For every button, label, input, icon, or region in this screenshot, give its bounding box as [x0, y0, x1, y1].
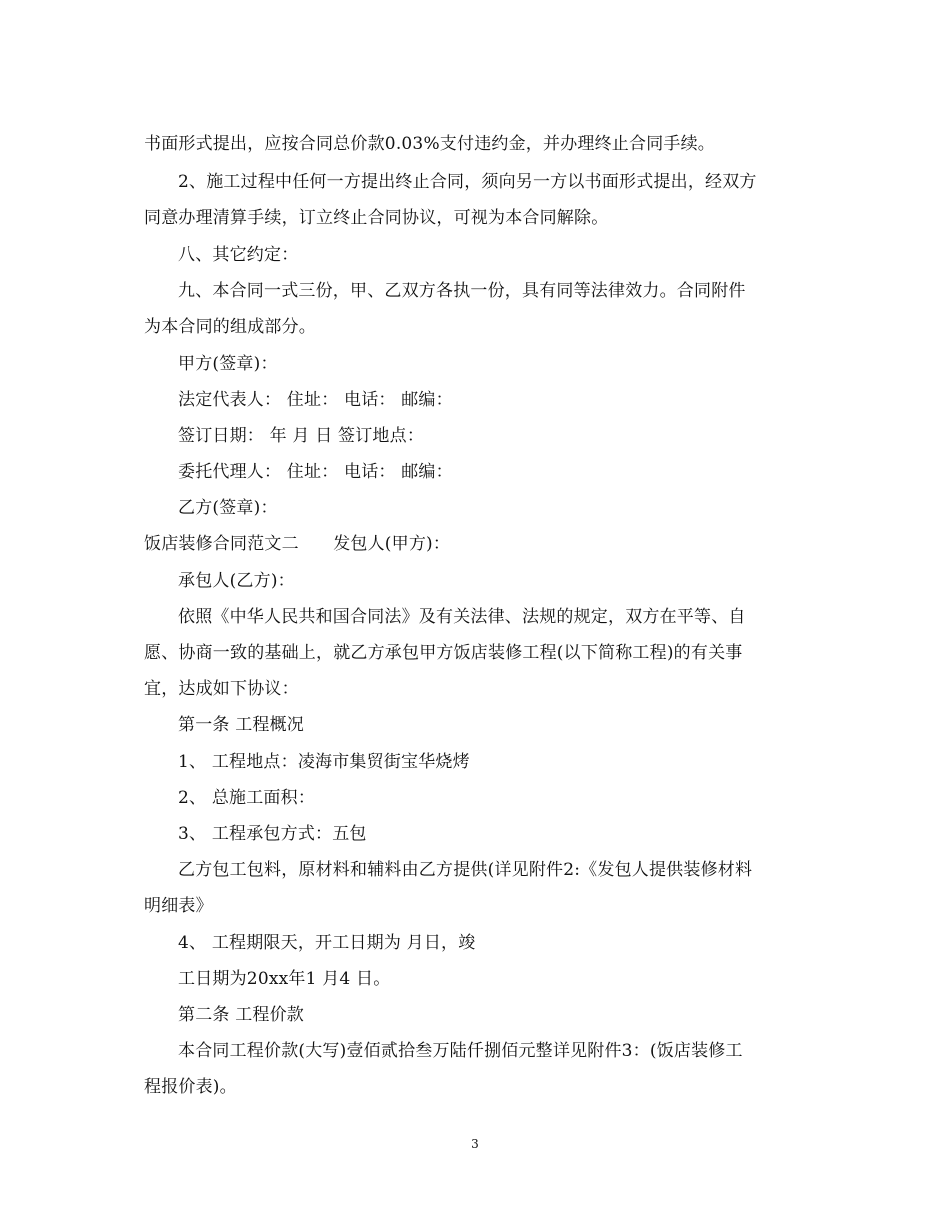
text-line: 程报价表)。: [144, 1077, 237, 1097]
text-line: 本合同工程价款(大写)壹佰贰拾叁万陆仟捌佰元整详见附件3：(饭店装修工: [178, 1041, 743, 1061]
text-line: 第二条 工程价款: [178, 1005, 305, 1025]
text-line: 承包人(乙方)：: [178, 571, 295, 591]
text-line: 乙方(签章)：: [178, 498, 278, 518]
text-line: 工日期为20xx年1 月4 日。: [178, 969, 391, 989]
text-line: 2、施工过程中任何一方提出终止合同，须向另一方以书面形式提出，经双方: [178, 172, 757, 192]
text-line: 签订日期： 年 月 日 签订地点：: [178, 426, 425, 446]
page-number: 3: [471, 1137, 479, 1151]
text-line: 宜，达成如下协议：: [144, 679, 299, 699]
text-line: 1、 工程地点：凌海市集贸街宝华烧烤: [178, 752, 470, 772]
text-line: 为本合同的组成部分。: [144, 317, 316, 337]
text-line: 3、 工程承包方式：五包: [178, 824, 367, 844]
text-line: 九、本合同一式三份，甲、乙双方各执一份，具有同等法律效力。合同附件: [178, 281, 746, 301]
text-line: 明细表》: [144, 896, 213, 916]
text-line: 4、 工程期限天，开工日期为 月日，竣: [178, 933, 476, 953]
text-line: 愿、协商一致的基础上，就乙方承包甲方饭店装修工程(以下简称工程)的有关事: [144, 643, 743, 663]
text-line: 同意办理清算手续，订立终止合同协议，可视为本合同解除。: [144, 208, 609, 228]
text-line: 饭店装修合同范文二 发包人(甲方)：: [144, 534, 451, 554]
text-line: 乙方包工包料，原材料和辅料由乙方提供(详见附件2:《发包人提供装修材料: [178, 860, 753, 880]
text-line: 八、其它约定：: [178, 245, 299, 265]
text-line: 法定代表人： 住址： 电话： 邮编：: [178, 390, 453, 410]
text-line: 书面形式提出，应按合同总价款0.03%支付违约金，并办理终止合同手续。: [144, 134, 716, 154]
text-line: 委托代理人： 住址： 电话： 邮编：: [178, 462, 453, 482]
text-line: 第一条 工程概况: [178, 715, 305, 735]
text-line: 甲方(签章)：: [178, 354, 278, 374]
text-line: 2、 总施工面积：: [178, 788, 316, 808]
text-line: 依照《中华人民共和国合同法》及有关法律、法规的规定，双方在平等、自: [178, 607, 746, 627]
